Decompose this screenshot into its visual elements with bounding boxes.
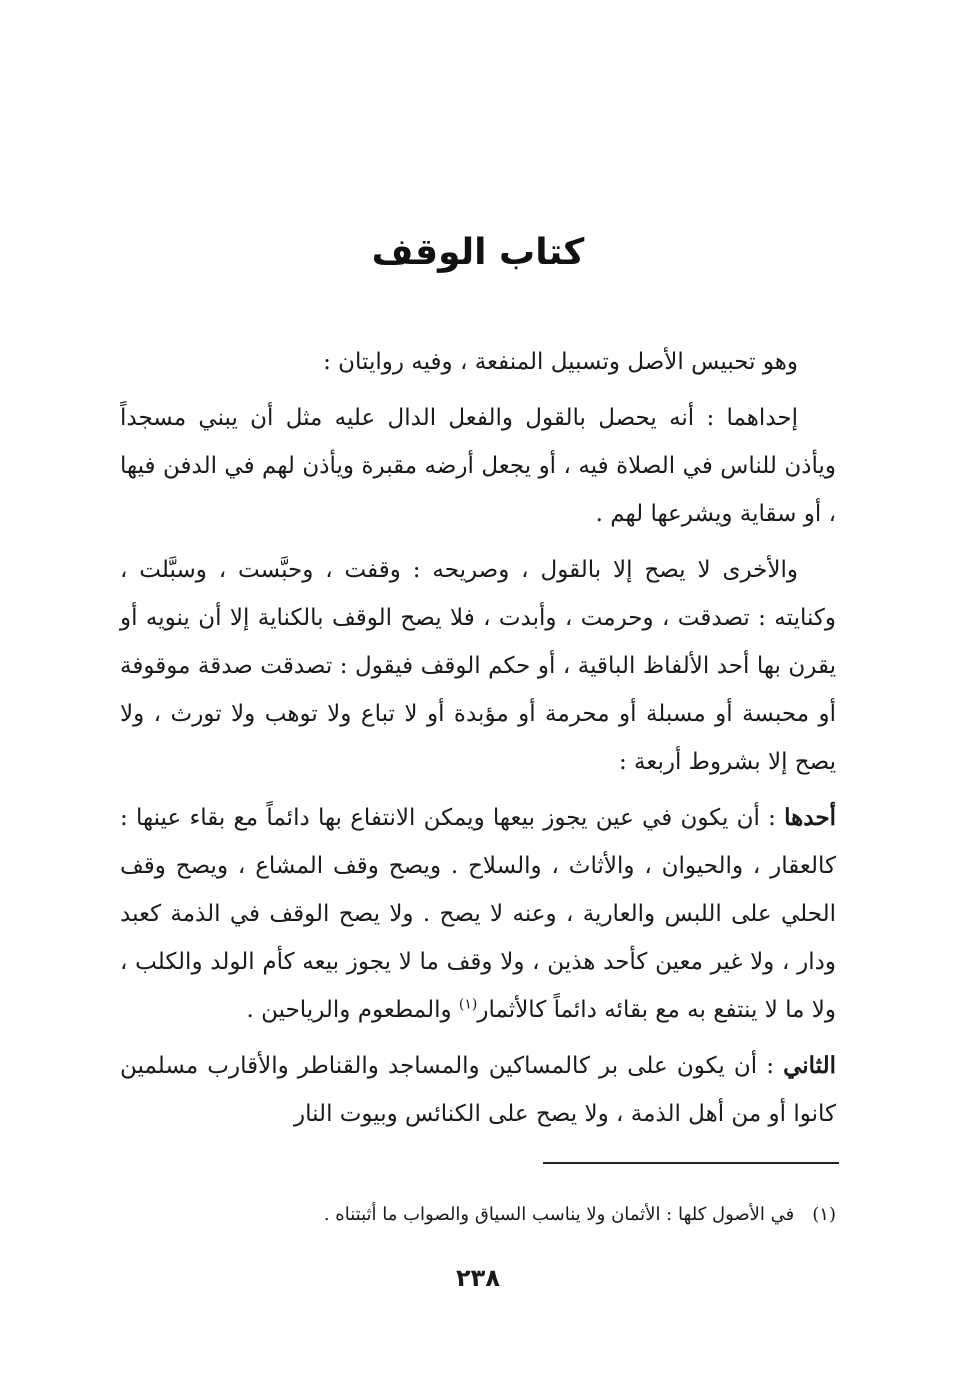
main-text: [120, 338, 836, 1146]
footnote-text: في الأصول كلها : الأثمان ولا يناسب السياق والصواب ما أثبتناه .: [323, 1204, 795, 1225]
condition-two-text: : أن يكون على بر كالمساكين والمساجد والقناطر والأقارب مسلمين كانوا أو من أهل الذمة ، ولا يصح على الكنائس وبيوت النار: [120, 1053, 836, 1127]
condition-one-tail: والمطعوم والرياحين .: [246, 997, 459, 1023]
condition-one-heading: أحدها: [784, 804, 836, 831]
footnote-number: (١): [812, 1204, 836, 1225]
condition-one-text: : أن يكون في عين يجوز بيعها ويمكن الانتفاع بها دائماً مع بقاء عينها : كالعقار ، والحيوان ، والأثاث ، والسلاح . ويصح وقف المشاع ، ويصح وقف الحلي على اللبس والعارية ، وعنه لا يصح . ولا يصح الوقف في الذمة كعبد ودار ، ولا غير معين كأحد هذين ، ولا وقف ما لا يجوز بيعه كأم الولد والكلب ، ولا ما لا ينتفع به مع بقائه دائماً كالأثمار: [120, 805, 836, 1023]
page-number: ٢٣٨: [456, 1264, 500, 1292]
footnote-reference: (١): [458, 996, 478, 1013]
condition-two-heading: الثاني: [783, 1052, 836, 1079]
footnote-divider: [543, 1162, 839, 1164]
paragraph-first-narration: إحداهما : أنه يحصل بالقول والفعل الدال عليه مثل أن يبني مسجداً ويأذن للناس في الصلاة فيه ، أو يجعل أرضه مقبرة ويأذن لهم في الدفن فيها ، أو سقاية ويشرعها لهم .: [120, 405, 836, 527]
paragraph-second-narration: والأخرى لا يصح إلا بالقول ، وصريحه : وقفت ، وحبَّست ، وسبَّلت ، وكنايته : تصدقت ، وحرمت ، وأبدت ، فلا يصح الوقف بالكناية إلا أن ينويه أو يقرن بها أحد الألفاظ الباقية ، أو حكم الوقف فيقول : تصدقت صدقة موقوفة أو محبسة أو مسبلة أو محرمة أو مؤبدة أو لا تباع ولا توهب ولا تورث ، ولا يصح إلا بشروط أربعة :: [120, 557, 836, 775]
paragraph-definition: وهو تحبيس الأصل وتسبيل المنفعة ، وفيه روايتان :: [323, 349, 798, 375]
paragraph-condition-two: [120, 1042, 836, 1138]
paragraph-condition-one: [120, 794, 836, 1034]
chapter-title: كتاب الوقف: [371, 232, 585, 273]
footnote: [120, 1200, 836, 1230]
